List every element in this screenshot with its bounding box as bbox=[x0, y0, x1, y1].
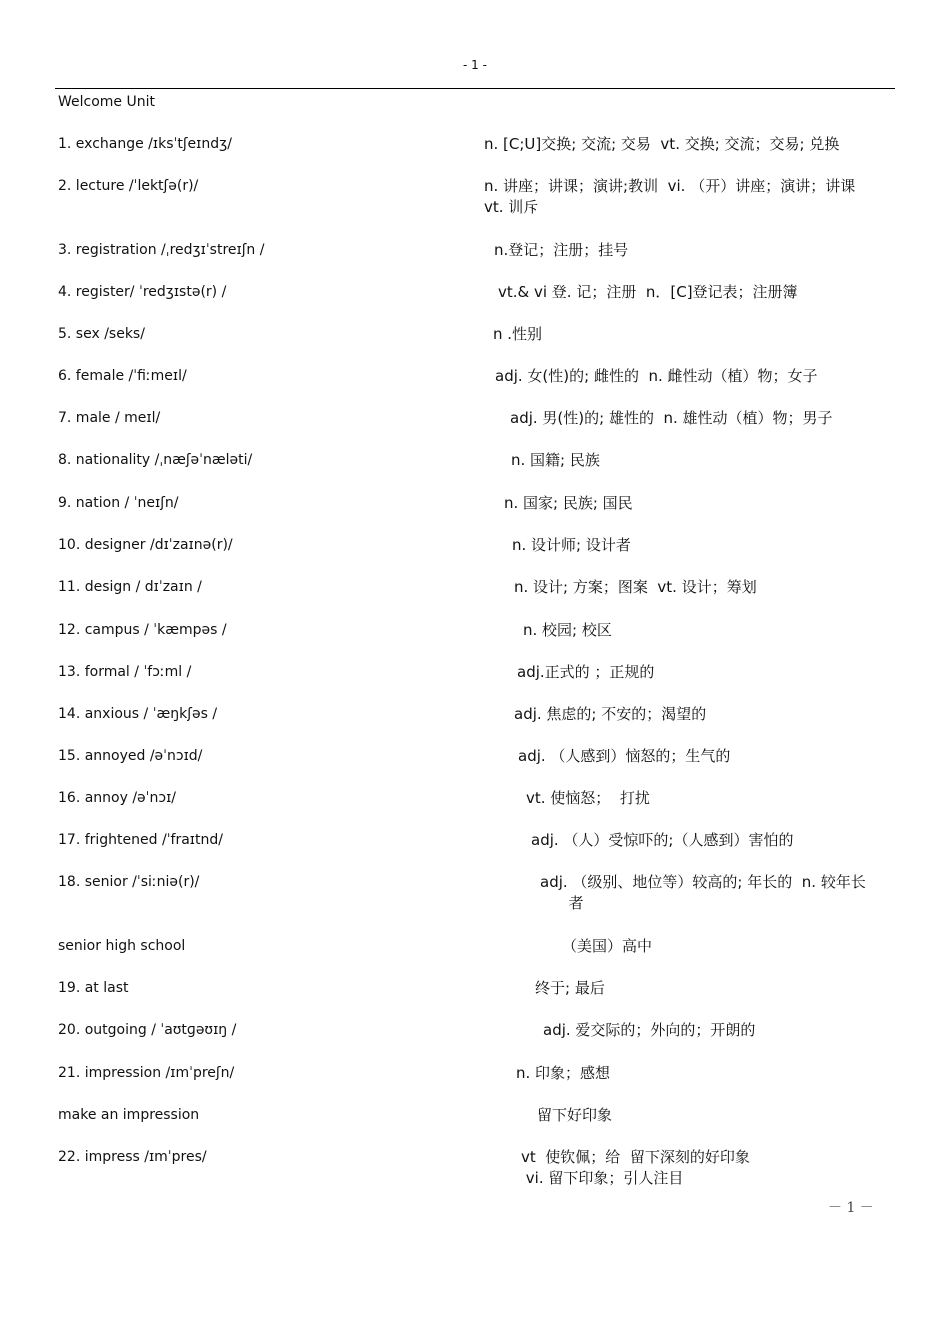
vocab-term: 13. formal / ˈfɔːml / bbox=[58, 664, 192, 680]
header-page-number: - 1 - bbox=[463, 58, 487, 72]
footer-page-number: － 1 － bbox=[828, 1200, 874, 1216]
vocab-definition: vt. 使恼怒； 打扰 bbox=[526, 789, 650, 807]
vocab-definition: adj. 女(性)的; 雌性的 n. 雌性动（植）物；女子 bbox=[495, 367, 818, 385]
vocab-term: 5. sex /seks/ bbox=[58, 326, 145, 342]
vocab-definition: 终于; 最后 bbox=[535, 979, 605, 997]
vocab-definition: n. [C;U]交换; 交流; 交易 vt. 交换; 交流；交易; 兑换 bbox=[484, 135, 840, 153]
vocab-definition: n .性别 bbox=[493, 325, 543, 343]
vocab-term: 9. nation / ˈneɪʃn/ bbox=[58, 495, 179, 511]
vocab-term: 20. outgoing / ˈaʊtɡəʊɪŋ / bbox=[58, 1022, 237, 1038]
vocab-definition: n. 校园; 校区 bbox=[523, 621, 612, 639]
vocab-definition: adj.正式的 ；正规的 bbox=[517, 663, 655, 681]
vocab-definition: adj. （人感到）恼怒的；生气的 bbox=[518, 747, 731, 765]
vocab-term: 10. designer /dɪˈzaɪnə(r)/ bbox=[58, 537, 233, 553]
vocab-term: 12. campus / ˈkæmpəs / bbox=[58, 622, 227, 638]
vocab-term: 16. annoy /əˈnɔɪ/ bbox=[58, 790, 177, 806]
vocab-definition: n. 设计师; 设计者 bbox=[512, 536, 631, 554]
vocab-term: 2. lecture /ˈlektʃə(r)/ bbox=[58, 178, 199, 194]
vocab-definition: adj. 焦虑的; 不安的；渴望的 bbox=[514, 705, 707, 723]
header-rule bbox=[55, 88, 895, 89]
vocab-definition: n.登记；注册；挂号 bbox=[494, 241, 629, 259]
vocab-definition: n. 国家; 民族; 国民 bbox=[504, 494, 633, 512]
vocab-definition: adj. （级别、地位等）较高的; 年长的 n. 较年长 者 bbox=[540, 873, 866, 912]
vocab-definition: vt.& vi 登. 记；注册 n．[C]登记表；注册簿 bbox=[498, 283, 798, 301]
vocab-definition: 留下好印象 bbox=[537, 1106, 613, 1124]
vocab-term: 15. annoyed /əˈnɔɪd/ bbox=[58, 748, 203, 764]
vocab-term: 6. female /ˈfiːmeɪl/ bbox=[58, 368, 187, 384]
section-title: Welcome Unit bbox=[58, 94, 155, 110]
vocab-definition: n. 印象；感想 bbox=[516, 1064, 611, 1082]
vocab-term: make an impression bbox=[58, 1107, 200, 1123]
vocab-term: 4. register/ ˈredʒɪstə(r) / bbox=[58, 284, 227, 300]
vocab-term: 22. impress /ɪmˈpres/ bbox=[58, 1149, 207, 1165]
vocab-definition: vt 使钦佩；给 留下深刻的好印象 vi. 留下印象；引人注目 bbox=[521, 1148, 750, 1187]
vocab-term: 8. nationality /ˌnæʃəˈnæləti/ bbox=[58, 452, 253, 468]
vocab-term: 1. exchange /ɪksˈtʃeɪndʒ/ bbox=[58, 136, 232, 152]
vocab-definition: n. 讲座；讲课；演讲;教训 vi. （开）讲座；演讲；讲课 vt. 训斥 bbox=[484, 177, 856, 216]
vocab-term: 18. senior /ˈsiːniə(r)/ bbox=[58, 874, 200, 890]
vocab-term: 7. male / meɪl/ bbox=[58, 410, 161, 426]
vocab-term: 3. registration /ˌredʒɪˈstreɪʃn / bbox=[58, 242, 265, 258]
vocab-term: senior high school bbox=[58, 938, 186, 954]
vocab-definition: （美国）高中 bbox=[562, 937, 653, 955]
vocab-term: 21. impression /ɪmˈpreʃn/ bbox=[58, 1065, 235, 1081]
vocab-definition: n. 国籍; 民族 bbox=[511, 451, 600, 469]
vocab-definition: adj. （人）受惊吓的;（人感到）害怕的 bbox=[531, 831, 794, 849]
vocab-term: 19. at last bbox=[58, 980, 129, 996]
vocab-term: 11. design / dɪˈzaɪn / bbox=[58, 579, 202, 595]
vocab-definition: adj. 男(性)的; 雄性的 n. 雄性动（植）物；男子 bbox=[510, 409, 833, 427]
vocab-term: 17. frightened /ˈfraɪtnd/ bbox=[58, 832, 223, 848]
vocab-definition: adj. 爱交际的；外向的；开朗的 bbox=[543, 1021, 756, 1039]
vocab-definition: n. 设计; 方案；图案 vt. 设计；筹划 bbox=[514, 578, 757, 596]
vocab-term: 14. anxious / ˈæŋkʃəs / bbox=[58, 706, 218, 722]
